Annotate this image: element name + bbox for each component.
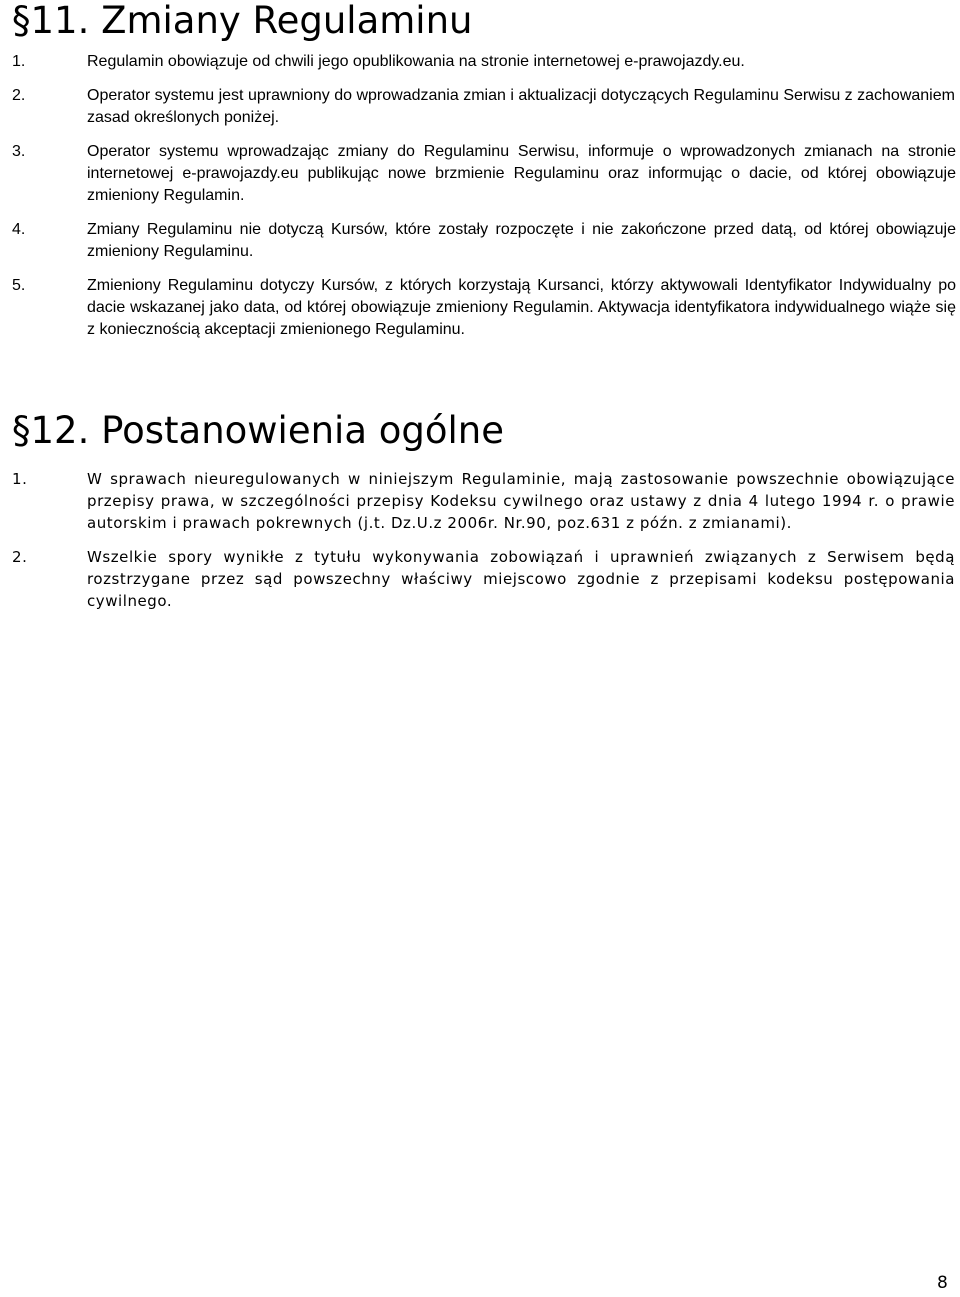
list-item [0, 275, 956, 341]
item-number: 1. [12, 53, 26, 70]
list-item [0, 141, 956, 207]
list-item [0, 546, 955, 612]
section-12-list [0, 468, 960, 624]
item-text: Operator systemu jest uprawniony do wprowadzania zmian i aktualizacji dotyczących Regulaminu Serwisu z zachowaniem zasad określonych poniżej. [87, 87, 955, 126]
item-number: 1. [12, 470, 28, 488]
item-text: Wszelkie spory wynikłe z tytułu wykonywania zobowiązań i uprawnień związanych z Serwisem będą rozstrzygane przez sąd powszechny właściwy miejscowo zgodnie z przepisami kodeksu postępowania cywilnego. [87, 548, 955, 610]
item-text: Regulamin obowiązuje od chwili jego opublikowania na stronie internetowej e-prawojazdy.eu. [87, 53, 745, 70]
list-item [0, 468, 955, 534]
item-number: 3. [12, 143, 26, 160]
item-number: 4. [12, 221, 26, 238]
item-number: 2. [12, 548, 28, 566]
item-number: 2. [12, 87, 26, 104]
item-text: Operator systemu wprowadzając zmiany do Regulaminu Serwisu, informuje o wprowadzonych zmianach na stronie internetowej e-prawojazdy.eu publikując nowe brzmienie Regulaminu oraz informując o dacie, od której obowiązuje zmieniony Regulamin. [87, 143, 956, 204]
section-11-heading: §11. Zmiany Regulaminu [12, 0, 473, 42]
list-item [0, 219, 956, 263]
item-text: W sprawach nieuregulowanych w niniejszym Regulaminie, mają zastosowanie powszechnie obowiązujące przepisy prawa, w szczególności przepisy Kodeksu cywilnego oraz ustawy z dnia 4 lutego 1994 r. o prawie autorskim i prawach pokrewnych (j.t. Dz.U.z 2006r. Nr.90, poz.631 z późn. z zmianami). [87, 470, 955, 532]
section-11-list [0, 51, 960, 353]
page-number: 8 [937, 1273, 948, 1293]
item-text: Zmieniony Regulaminu dotyczy Kursów, z których korzystają Kursanci, którzy aktywowali Identyfikator Indywidualny po dacie wskazanej jako data, od której obowiązuje zmieniony Regulamin. Aktywacja identyfikatora indywidualnego wiąże się z koniecznością akceptacji zmienionego Regulaminu. [87, 277, 956, 338]
list-item [0, 85, 956, 129]
list-item [0, 51, 956, 73]
item-text: Zmiany Regulaminu nie dotyczą Kursów, które zostały rozpoczęte i nie zakończone przed datą, od której obowiązuje zmieniony Regulaminu. [87, 221, 956, 260]
section-12-heading: §12. Postanowienia ogólne [12, 409, 505, 452]
item-number: 5. [12, 277, 26, 294]
